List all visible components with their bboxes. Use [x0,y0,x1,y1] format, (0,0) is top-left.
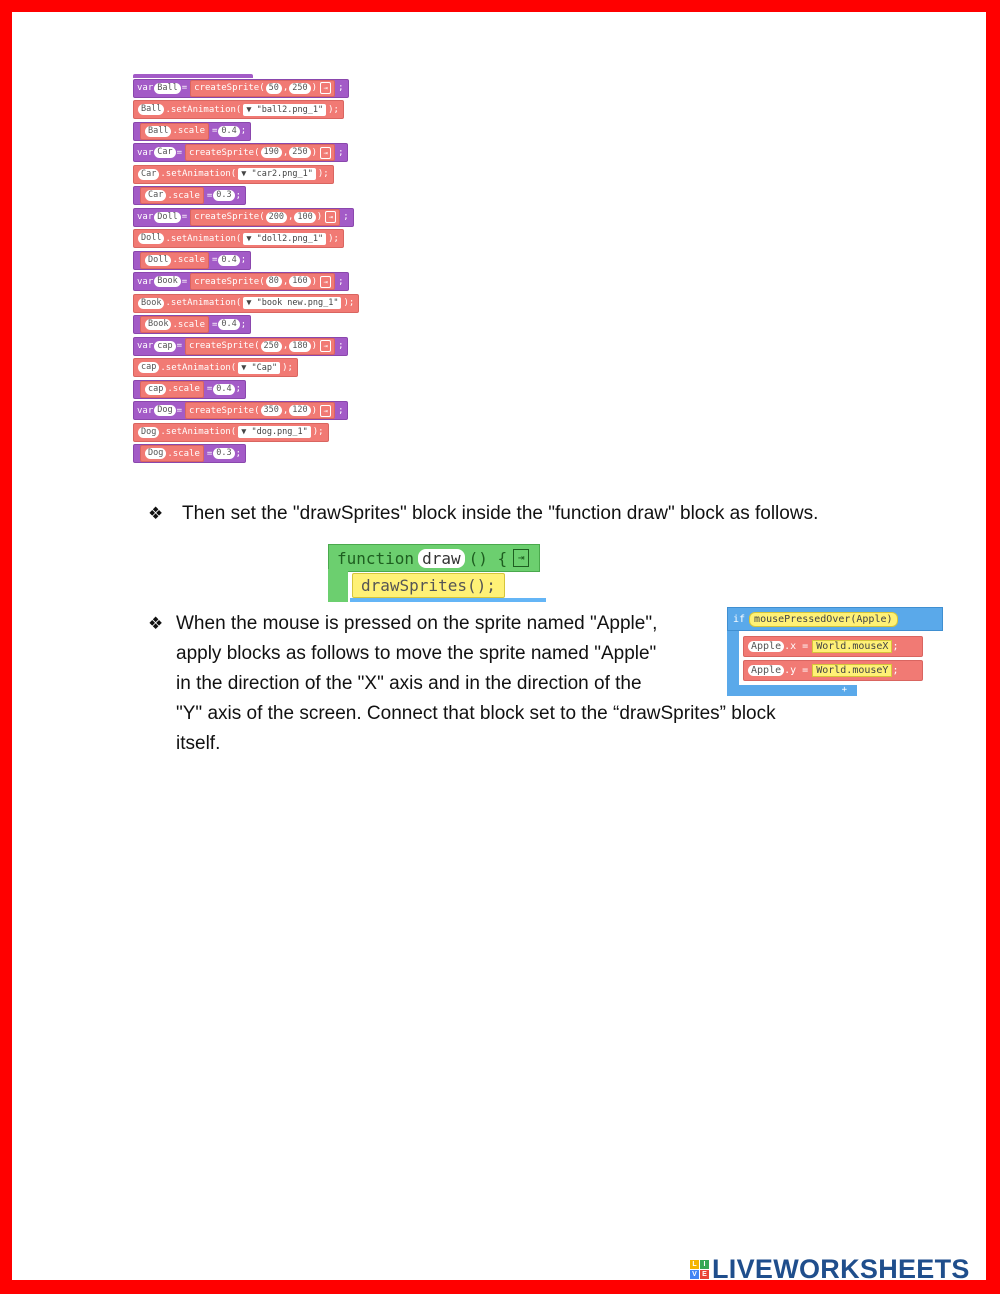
y-value: 160 [289,276,310,287]
semicolon: ; [338,276,344,287]
sprite-name: Book [138,298,164,309]
function-draw-block [328,541,546,602]
var-keyword: var [137,83,154,93]
logo-mark-letter: L [690,1260,699,1269]
sprite-name: Car [145,190,166,201]
code-row [133,358,393,378]
arrow-icon: ⇥ [320,340,331,352]
arrow-icon: ⇥ [320,82,331,94]
animation-dropdown [243,297,341,309]
equals-sign: = [206,190,213,201]
equals-sign: = [206,448,213,459]
animation-file: "car2.png_1" [251,169,313,179]
block-top-nub [133,74,253,78]
if-header [727,607,943,631]
code-block-stack [133,78,393,465]
scale-label: .scale [167,384,200,394]
code-row [133,164,393,184]
set-animation-block [133,165,334,184]
set-animation-label: .setAnimation( [165,298,242,308]
equals-sign: = [206,384,213,394]
comma: , [282,147,289,158]
sprite-name: Car [154,147,175,158]
logo-mark-letter: V [690,1270,699,1279]
semicolon: ; [892,665,899,676]
close-paren: ); [282,362,293,373]
dropdown-icon: ▼ [246,104,257,115]
close-paren: ) [311,147,318,158]
sprite-name: Doll [154,212,180,223]
apple-x-assignment [743,636,923,657]
animation-dropdown [238,426,311,438]
if-mouse-pressed-block [727,603,943,698]
sprite-name: Ball [138,104,164,115]
close-paren: ); [317,169,329,179]
dropdown-icon: ▼ [241,169,252,179]
y-value: 250 [289,147,310,158]
code-row [133,186,393,206]
comma: , [282,341,289,351]
scale-label: .scale [167,448,200,459]
arrow-icon: ⇥ [320,405,331,417]
comma: , [282,276,289,287]
bullet-icon: ❖ [148,504,164,523]
create-sprite-label: createSprite( [189,405,260,416]
var-keyword: var [137,276,154,287]
equals-sign: = [212,319,218,330]
var-keyword: var [137,147,154,158]
code-row [133,229,393,249]
x-value: 250 [261,341,282,352]
line-4: "Y" axis of the screen. Connect that block set to the “drawSprites” block [176,703,776,724]
scale-property [140,252,209,269]
var-declaration-block [133,143,348,162]
create-sprite-call [185,338,335,355]
dropdown-icon: ▼ [246,233,257,244]
scale-value: 0.4 [218,255,239,266]
function-header [328,544,540,572]
create-sprite-label: createSprite( [194,212,265,222]
semicolon: ; [338,147,344,158]
dropdown-icon: ▼ [246,298,257,308]
sprite-name: Doll [145,255,171,266]
instruction-drawsprites [148,499,848,529]
sprite-name: Dog [145,448,166,459]
animation-file: "doll2.png_1" [256,233,324,244]
equals-sign: = [212,255,218,265]
semicolon: ; [338,405,344,416]
dropdown-icon: ▼ [241,427,252,437]
comma: , [287,212,294,222]
semicolon: ; [235,384,242,394]
scale-assignment-block [133,122,251,141]
create-sprite-call [190,209,340,226]
sprite-name: cap [138,362,159,373]
set-animation-block [133,358,298,377]
var-declaration-block [133,337,348,356]
scale-assignment-block [133,251,251,270]
if-condition: mousePressedOver(Apple) [749,612,897,627]
equals-sign: = [212,126,218,136]
scale-property [140,123,209,140]
code-row [133,250,393,270]
x-value: 350 [261,405,282,416]
sprite-name: cap [154,341,175,352]
x-value: 200 [266,212,287,223]
equals-sign: = [796,641,809,652]
scale-label: .scale [172,255,205,265]
y-value: 120 [289,405,310,416]
apple-prop: .x [784,641,797,652]
sprite-name: Ball [145,126,171,137]
set-animation-label: .setAnimation( [160,362,237,373]
function-left-rail [328,569,348,602]
animation-file: "dog.png_1" [251,427,308,437]
set-animation-block [133,423,329,442]
create-sprite-call [185,402,335,419]
code-row [133,143,393,163]
close-paren: ); [328,233,339,244]
create-sprite-label: createSprite( [194,83,265,93]
equals-sign: = [176,405,183,416]
code-row [133,336,393,356]
x-value: 50 [266,83,282,94]
scale-property [140,445,204,462]
code-row [133,78,393,98]
code-row [133,315,393,335]
var-declaration-block [133,79,349,98]
apple-y-assignment [743,660,923,681]
sprite-name: Doll [138,233,164,244]
semicolon: ; [338,341,344,351]
arrow-icon: ⇥ [325,211,336,223]
code-row [133,293,393,313]
code-row [133,272,393,292]
semicolon: ; [235,190,242,201]
scale-value: 0.4 [213,384,234,395]
apple-var: Apple [748,641,784,652]
equals-sign: = [181,276,188,287]
create-sprite-label: createSprite( [194,276,265,287]
drawsprites-block: drawSprites(); [352,573,505,598]
code-row [133,100,393,120]
create-sprite-call [190,80,335,97]
set-animation-label: .setAnimation( [165,233,242,244]
var-keyword: var [137,341,154,351]
semicolon: ; [235,448,242,459]
function-parens: () { [468,548,508,568]
set-animation-label: .setAnimation( [160,169,237,179]
set-animation-label: .setAnimation( [165,104,242,115]
logo-text: LIVEWORKSHEETS [712,1253,970,1284]
scale-label: .scale [172,126,205,136]
comma: , [282,83,289,93]
var-declaration-block [133,272,349,291]
sprite-name: Dog [138,427,159,438]
sprite-name: cap [145,384,166,395]
x-value: 80 [266,276,282,287]
sprite-name: Book [145,319,171,330]
bullet-icon: ❖ [148,614,164,633]
close-paren: ) [311,83,318,93]
equals-sign: = [181,212,188,222]
sprite-name: Book [154,276,180,287]
apple-var: Apple [748,665,784,676]
code-row [133,207,393,227]
scale-value: 0.4 [218,126,239,137]
if-keyword: if [733,613,746,625]
close-paren: ) [311,405,318,416]
logo-mark-letter: I [700,1260,709,1269]
semicolon: ; [892,641,899,652]
create-sprite-call [185,144,335,161]
close-paren: ); [312,427,324,437]
function-name: draw [418,549,465,568]
create-sprite-label: createSprite( [189,341,260,351]
semicolon: ; [240,126,247,136]
logo-mark-icon [690,1260,709,1279]
equals-sign: = [796,665,809,676]
mouse-x-value: World.mouseX [812,640,892,653]
var-keyword: var [137,212,154,222]
var-declaration-block [133,208,354,227]
code-row [133,401,393,421]
sprite-name: Dog [154,405,175,416]
equals-sign: = [176,341,183,351]
close-paren: ) [311,341,318,351]
scale-property [140,187,204,204]
equals-sign: = [176,147,183,158]
animation-file: "ball2.png_1" [256,104,324,115]
create-sprite-call [190,273,335,290]
sprite-name: Car [138,169,159,180]
apple-prop: .y [784,665,797,676]
animation-file: "Cap" [251,362,278,373]
scale-value: 0.3 [213,190,234,201]
set-animation-block [133,100,344,119]
scale-value: 0.3 [213,448,234,459]
equals-sign: = [181,83,188,93]
instruction-text: Then set the "drawSprites" block inside the "function draw" block as follows. [182,503,819,524]
arrow-icon: ⇥ [320,276,331,288]
close-paren: ) [316,212,323,222]
scale-value: 0.4 [218,319,239,330]
code-row [133,379,393,399]
scale-assignment-block [133,380,246,399]
function-keyword: function [337,548,415,568]
animation-dropdown [243,233,326,245]
animation-dropdown [238,362,280,374]
y-value: 180 [289,341,310,352]
line-1: When the mouse is pressed on the sprite named "Apple", [176,613,658,634]
scale-label: .scale [172,319,205,330]
animation-dropdown [243,104,326,116]
scale-assignment-block [133,315,251,334]
scale-assignment-block [133,186,246,205]
semicolon: ; [240,255,247,265]
next-block-edge [350,598,546,602]
var-declaration-block [133,401,348,420]
sprite-name: Ball [154,83,180,94]
scale-property [140,316,209,333]
x-value: 190 [261,147,282,158]
semicolon: ; [240,319,247,330]
set-animation-block [133,294,359,313]
close-paren: ) [311,276,318,287]
y-value: 100 [294,212,315,223]
var-keyword: var [137,405,154,416]
scale-label: .scale [167,190,200,201]
line-2: apply blocks as follows to move the sprite named "Apple" [176,643,657,664]
create-sprite-label: createSprite( [189,147,260,158]
if-footer: + [727,685,857,696]
set-animation-block [133,229,344,248]
scale-property [140,381,204,398]
code-row [133,422,393,442]
dropdown-icon: ▼ [241,362,252,373]
set-animation-label: .setAnimation( [160,427,237,437]
if-left-rail [727,631,739,685]
animation-file: "book new.png_1" [256,298,339,308]
logo-mark-letter: E [700,1270,709,1279]
y-value: 250 [289,83,310,94]
semicolon: ; [343,212,349,222]
line-5: itself. [176,733,221,754]
mouse-y-value: World.mouseY [812,664,892,677]
scale-assignment-block [133,444,246,463]
liveworksheets-logo [690,1255,970,1283]
animation-dropdown [238,168,316,180]
arrow-icon: ⇥ [320,147,331,159]
code-row [133,444,393,464]
close-paren: ); [328,104,339,115]
semicolon: ; [338,83,344,93]
arrow-icon: ⇥ [513,549,529,567]
code-row [133,121,393,141]
close-paren: ); [343,298,355,308]
line-3: in the direction of the "X" axis and in the direction of the [176,673,642,694]
comma: , [282,405,289,416]
